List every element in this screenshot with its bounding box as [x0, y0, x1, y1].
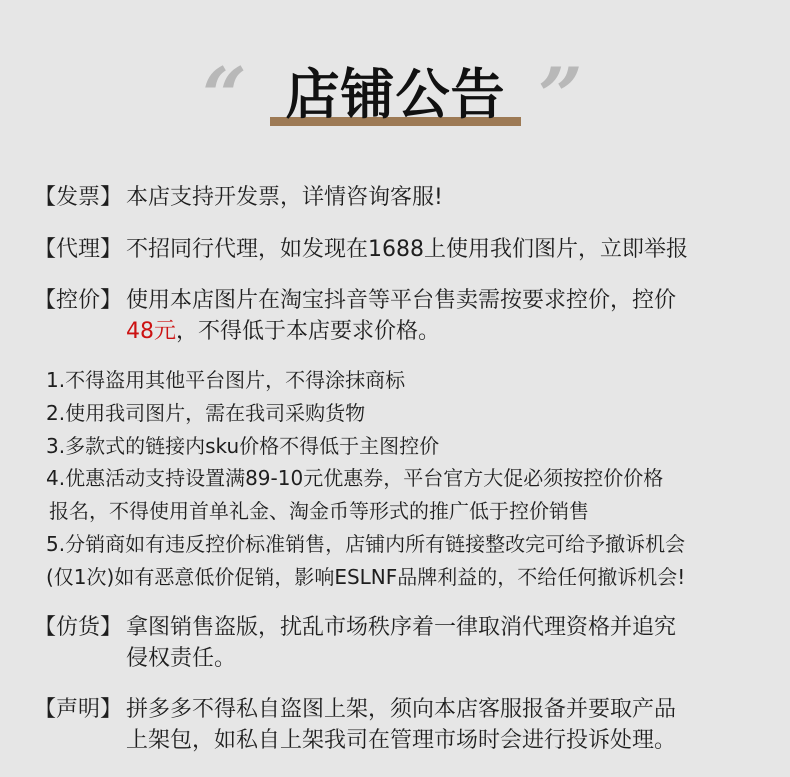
right-quote-mark: ” [538, 51, 583, 142]
control-price-value: 48元 [126, 319, 176, 344]
notice-header [0, 0, 790, 150]
counterfeit-line-2: 侵权责任。 [126, 646, 237, 671]
section-text-statement [126, 694, 676, 756]
section-label-price: 【控价】 [34, 288, 123, 313]
agent-line-1: 不招同行代理，如发现在1688上使用我们图片，立即举报 [126, 237, 688, 262]
rule-item: 5.分销商如有违反控价标准销售，店铺内所有链接整改完可给予撤诉机会 [46, 531, 686, 556]
page-title: 店铺公告 [285, 63, 506, 126]
section-label-invoice: 【发票】 [34, 185, 123, 210]
statement-line-2: 上架包，如私自上架我司在管理市场时会进行投诉处理。 [126, 728, 677, 753]
rule-item: (仅1次)如有恶意低价促销，影响ESLNF品牌利益的，不给任何撤诉机会! [46, 564, 686, 589]
section-label-agent: 【代理】 [34, 237, 123, 262]
invoice-line-1: 本店支持开发票，详情咨询客服! [126, 185, 443, 210]
rules-list [46, 364, 685, 594]
section-text-invoice [126, 182, 443, 213]
price-line-1: 使用本店图片在淘宝抖音等平台售卖需按要求控价，控价 [126, 288, 677, 313]
counterfeit-line-1: 拿图销售盗版，扰乱市场秩序着一律取消代理资格并追究 [126, 615, 677, 640]
section-label-statement: 【声明】 [34, 697, 123, 722]
statement-line-1: 拼多多不得私自盗图上架，须向本店客服报备并要取产品 [126, 697, 677, 722]
price-line-2-rest: ，不得低于本店要求价格。 [176, 319, 441, 344]
left-quote-mark: “ [202, 51, 247, 142]
rule-item: 1.不得盗用其他平台图片，不得涂抹商标 [46, 368, 406, 392]
section-text-price [126, 285, 676, 347]
rule-item: 2.使用我司图片，需在我司采购货物 [46, 400, 366, 425]
rule-item: 报名，不得使用首单礼金、淘金币等形式的推广低于控价销售 [49, 499, 589, 524]
rule-item: 3.多款式的链接内sku价格不得低于主图控价 [46, 433, 440, 458]
section-text-agent [126, 234, 688, 265]
rule-item: 4.优惠活动支持设置满89-10元优惠券，平台官方大促必须按控价价格 [46, 466, 664, 491]
price-line-2 [126, 316, 676, 347]
section-text-counterfeit [126, 612, 676, 674]
section-label-counterfeit: 【仿货】 [34, 615, 123, 640]
